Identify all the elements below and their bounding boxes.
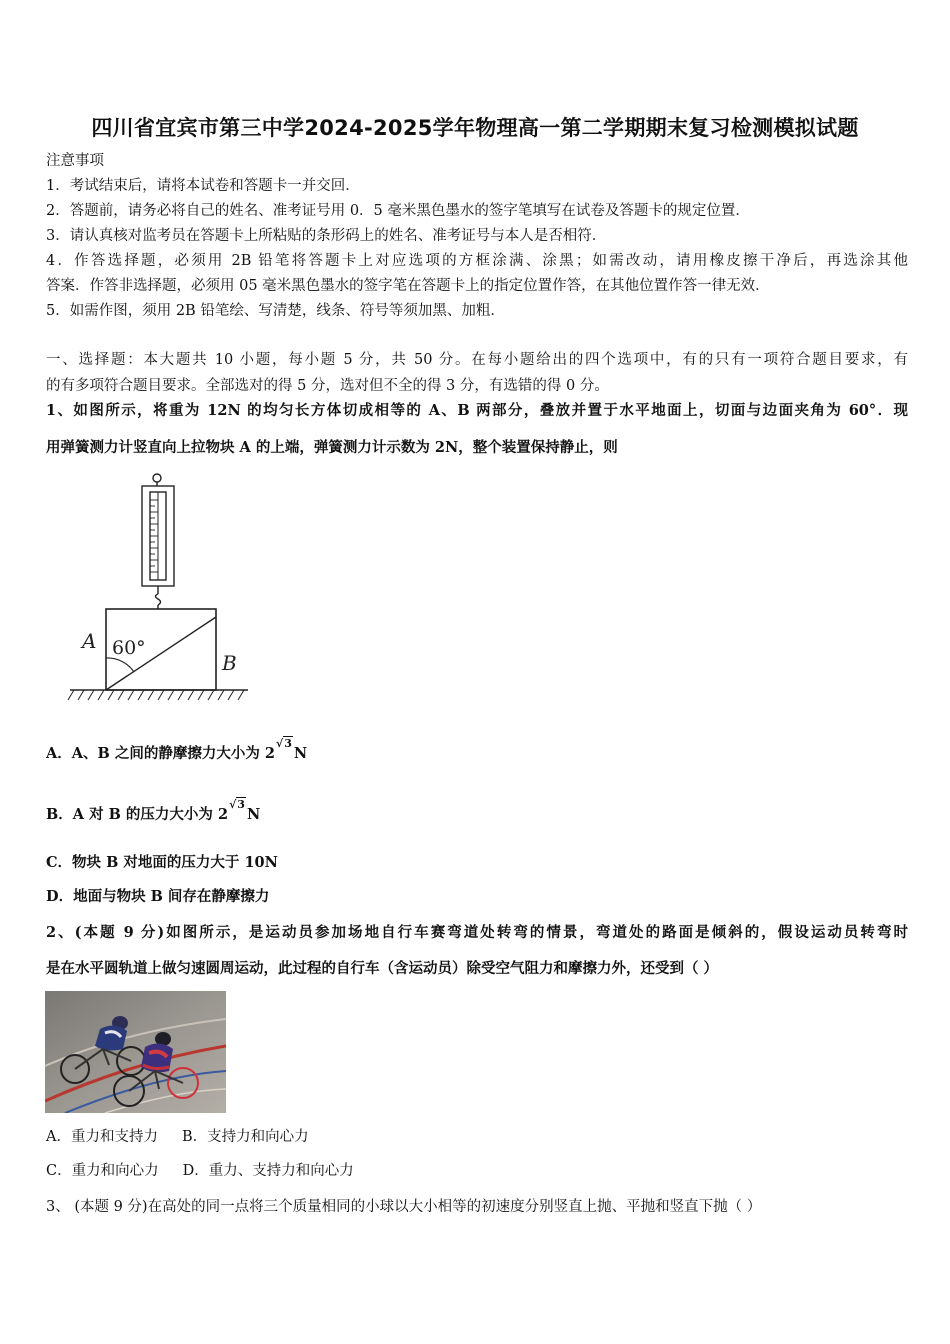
notice-item: 3．请认真核对监考员在答题卡上所粘贴的条形码上的姓名、准考证号与本人是否相符．: [46, 228, 607, 244]
sqrt-symbol: √3: [229, 798, 245, 811]
question-2-option-d: D．重力、支持力和向心力: [182, 1163, 354, 1179]
question-2-stem: 2、(本题 9 分)如图所示，是运动员参加场地自行车赛弯道处转弯的情景，弯道处的路面是倾斜的，假设运动员转弯时: [46, 924, 908, 941]
question-2-options-row-1: [46, 1127, 908, 1147]
notice-heading: 注意事项: [46, 153, 104, 169]
notice-item: 5．如需作图，须用 2B 铅笔绘、写清楚，线条、符号等须加黑、加粗．: [46, 303, 505, 319]
question-1-option-c: C．物块 B 对地面的压力大于 10N: [46, 854, 278, 871]
question-1-option-d: D．地面与物块 B 间存在静摩擦力: [46, 888, 270, 905]
section-instructions: 的有多项符合题目要求。全部选对的得 5 分，选对但不全的得 3 分，有选错的得 0 分。: [46, 378, 609, 394]
question-3-stem: 3、 (本题 9 分)在高处的同一点将三个质量相同的小球以大小相等的初速度分别竖直上抛、平抛和竖直下抛（ ）: [46, 1199, 762, 1215]
question-2-option-c: C．重力和向心力: [46, 1163, 159, 1179]
question-1-stem: 1、如图所示，将重为 12N 的均匀长方体切成相等的 A、B 两部分，叠放并置于水平地面上，切面与边面夹角为 60°．现: [46, 402, 908, 419]
question-2-options-row-2: [46, 1161, 908, 1181]
notice-item: 2．答题前，请务必将自己的姓名、准考证号用 0．5 毫米黑色墨水的签字笔填写在试卷及答题卡的规定位置．: [46, 203, 750, 219]
notice-item: 答案．作答非选择题，必须用 05 毫米黑色墨水的签字笔在答题卡上的指定位置作答，在其他位置作答一律无效．: [46, 278, 770, 294]
section-instructions: 一、选择题：本大题共 10 小题，每小题 5 分，共 50 分。在每小题给出的四个选项中，有的只有一项符合题目要求，有: [46, 352, 908, 368]
notice-item: 1．考试结束后，请将本试卷和答题卡一并交回．: [46, 178, 360, 194]
figure-angle-label: 60°: [112, 637, 146, 659]
sqrt-symbol: √3: [275, 737, 292, 750]
cyclists-photo: [45, 991, 226, 1113]
question-1-option-a: A．A、B 之间的静摩擦力大小为 2√3N: [46, 744, 908, 765]
question-2-stem: 是在水平圆轨道上做匀速圆周运动，此过程的自行车（含运动员）除受空气阻力和摩擦力外，还受到（ ）: [46, 960, 719, 977]
spring-scale-blocks-figure: [62, 472, 252, 708]
notice-item: 4．作答选择题，必须用 2B 铅笔将答题卡上对应选项的方框涂满、涂黑；如需改动，请用橡皮擦干净后，再选涂其他: [46, 253, 908, 269]
question-1-option-b: B．A 对 B 的压力大小为 2√3N: [46, 805, 908, 826]
question-2-option-b: B．支持力和向心力: [181, 1129, 309, 1145]
figure-label-a: A: [82, 629, 97, 653]
figure-label-b: B: [222, 651, 237, 675]
question-1-stem: 用弹簧测力计竖直向上拉物块 A 的上端，弹簧测力计示数为 2N，整个装置保持静止，则: [46, 439, 618, 456]
question-2-option-a: A．重力和支持力: [46, 1129, 158, 1145]
page-title: 四川省宜宾市第三中学2024-2025学年物理高一第二学期期末复习检测模拟试题: [91, 116, 859, 140]
